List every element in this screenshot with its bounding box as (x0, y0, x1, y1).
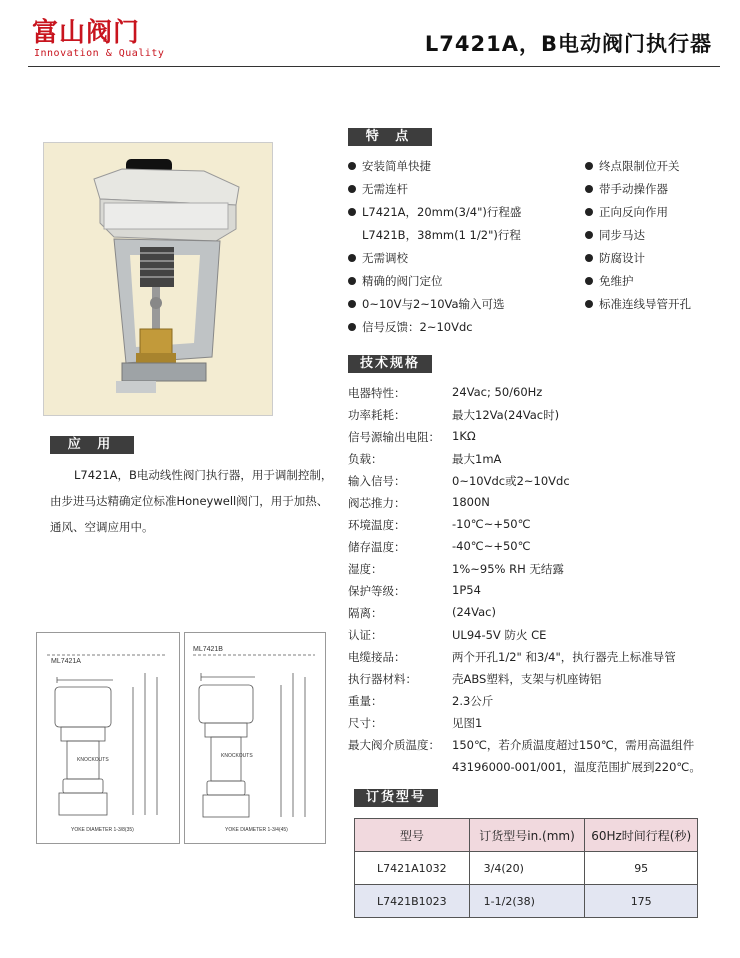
feature-item: 带手动操作器 (585, 181, 668, 197)
bullet-icon (585, 231, 593, 239)
bullet-icon (348, 162, 356, 170)
bullet-icon (348, 208, 356, 216)
bullet-icon (585, 300, 593, 308)
feature-item: 同步马达 (585, 227, 645, 243)
bullet-icon (348, 185, 356, 193)
order-header-size: 订货型号in.(mm) (469, 819, 585, 852)
feature-item: 0~10V与2~10Va输入可选 (348, 296, 505, 312)
specs-label: 技术规格 (348, 355, 432, 373)
bullet-icon (585, 185, 593, 193)
order-table (354, 818, 698, 918)
bullet-icon (585, 277, 593, 285)
feature-item: 信号反馈：2~10Vdc (348, 319, 473, 335)
feature-item: L7421B，38mm(1 1/2")行程 (362, 228, 521, 242)
order-time: 175 (585, 885, 698, 918)
feature-item: 标准连线导管开孔 (585, 296, 691, 312)
feature-item: 安装简单快捷 (348, 158, 431, 174)
bullet-icon (585, 162, 593, 170)
feature-item: 正向反向作用 (585, 204, 668, 220)
header-rule (28, 66, 720, 67)
table-row (355, 885, 698, 918)
drawing-b-knockouts: KNOCKOUTS (221, 753, 253, 759)
feature-item: 无需调校 (348, 250, 408, 266)
order-model: L7421A1032 (355, 852, 470, 885)
order-model: L7421B1023 (355, 885, 470, 918)
drawing-a-yoke: YOKE DIAMETER 1-3/8(35) (71, 827, 134, 833)
bullet-icon (585, 208, 593, 216)
bullet-icon (585, 254, 593, 262)
page-title: L7421A，B电动阀门执行器 (424, 32, 712, 56)
bullet-icon (348, 254, 356, 262)
order-size: 3/4(20) (469, 852, 585, 885)
bullet-icon (348, 323, 356, 331)
drawing-a-model: ML7421A (51, 658, 81, 665)
brand-logo: 富山阀门 (32, 18, 141, 48)
drawing-b-model: ML7421B (193, 646, 223, 653)
feature-item: 终点限制位开关 (585, 158, 680, 174)
feature-item: L7421A，20mm(3/4")行程盛 (348, 204, 521, 220)
order-size: 1-1/2(38) (469, 885, 585, 918)
drawing-b-svg (185, 633, 325, 843)
feature-item: 免维护 (585, 273, 634, 289)
order-label: 订货型号 (354, 789, 438, 807)
order-header-time: 60Hz时间行程(秒) (585, 819, 698, 852)
table-row (355, 852, 698, 885)
bullet-icon (348, 300, 356, 308)
drawing-a-svg (37, 633, 179, 843)
dimension-drawing-b (184, 632, 326, 844)
dimension-drawing-a (36, 632, 180, 844)
features-label: 特 点 (348, 128, 432, 146)
application-text: L7421A，B电动线性阀门执行器，用于调制控制，由步进马达精确定位标准Honeywell阀门，用于加热、通风、空调应用中。 (50, 468, 333, 534)
actuator-illustration (44, 143, 272, 415)
product-photo (43, 142, 273, 416)
bullet-icon (348, 277, 356, 285)
application-label: 应 用 (50, 436, 134, 454)
feature-item: 无需连杆 (348, 181, 408, 197)
feature-item: 精确的阀门定位 (348, 273, 443, 289)
drawing-b-yoke: YOKE DIAMETER 1-3/4(45) (225, 827, 288, 833)
order-table-header (355, 819, 698, 852)
brand-tagline: Innovation & Quality (34, 48, 165, 59)
order-time: 95 (585, 852, 698, 885)
order-header-model: 型号 (355, 819, 470, 852)
drawing-a-knockouts: KNOCKOUTS (77, 757, 109, 763)
feature-item: 防腐设计 (585, 250, 645, 266)
